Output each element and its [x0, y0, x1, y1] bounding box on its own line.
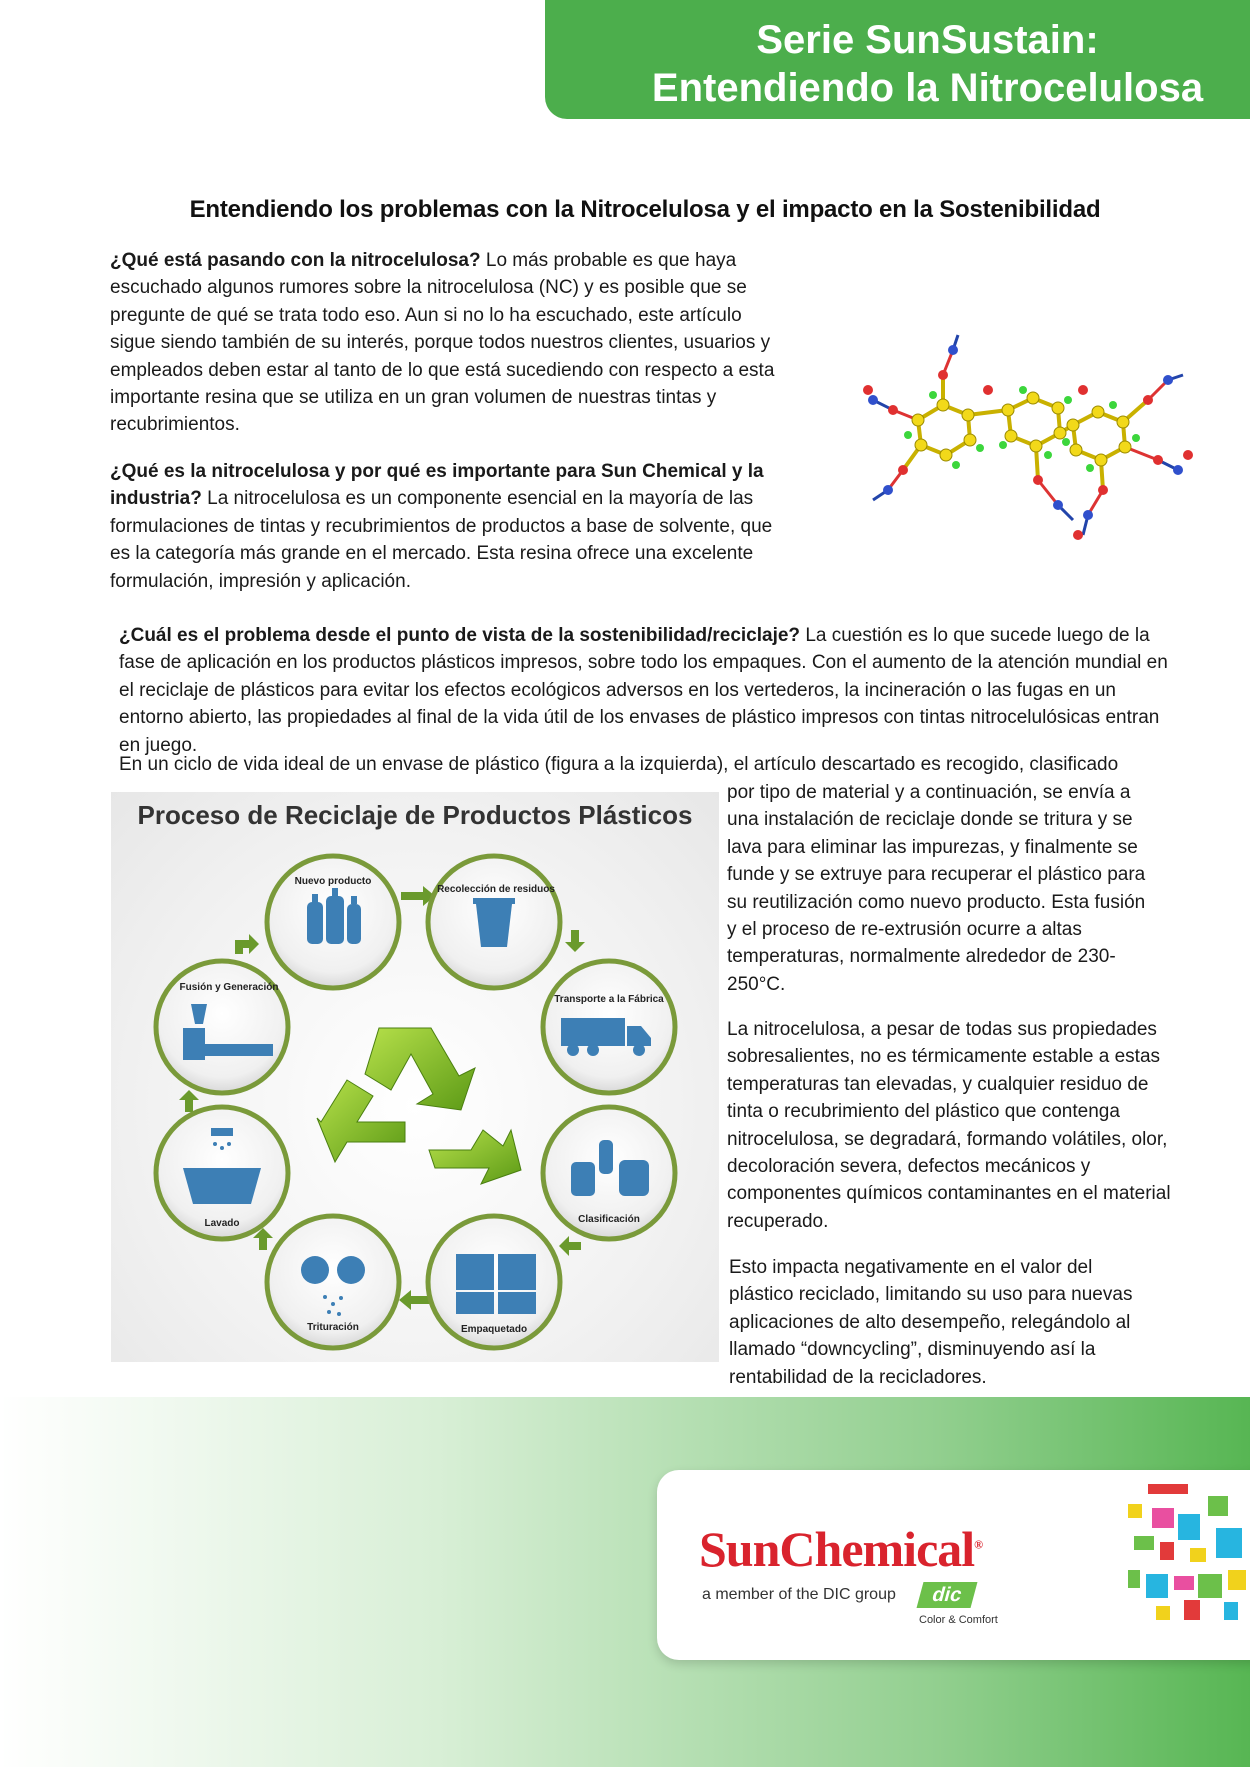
sun-chemical-wordmark — [699, 1520, 982, 1578]
series-title-line-2: Entendiendo la Nitrocelulosa — [651, 66, 1204, 110]
step-label-fusion: Fusión y Generación — [179, 982, 279, 993]
dic-slogan: Color & Comfort — [919, 1614, 998, 1626]
step-label-transporte: Transporte a la Fábrica — [554, 994, 664, 1005]
step-label-trituracion: Trituración — [307, 1322, 359, 1333]
dic-member-tagline: a member of the DIC group — [702, 1586, 896, 1603]
step-label-recoleccion: Recolección de residuos — [437, 884, 555, 895]
paragraph-body: La cuestión es lo que sucede luego de la fase de aplicación en los productos plásticos impresos, sobre todo los empaques. Con el aumento de la atención mundial en el reciclaje de plásticos para evitar los efectos ecológicos adversos en los vertederos, la incineración o las fugas en un entorno abierto, las propiedades al final de la vida útil de los envases de plástico impresos con tintas nitrocelulósicas entran en juego. — [119, 625, 1168, 756]
step-label-nuevo-producto: Nuevo producto — [294, 876, 372, 887]
question-heading: ¿Qué es la nitrocelulosa y por qué es importante para Sun Chemical y la industria? — [110, 461, 764, 510]
article-subtitle: Entendiendo los problemas con la Nitrocelulosa y el impacto en la Sostenibilidad — [189, 196, 1101, 223]
bottles-icon — [307, 888, 361, 944]
registered-mark: ® — [974, 1537, 983, 1552]
recycling-cycle-diagram — [111, 792, 719, 1362]
figure-title: Proceso de Reciclaje de Productos Plásticos — [137, 800, 693, 830]
paragraph-ciclo-de-vida-first-line: En un ciclo de vida ideal de un envase de plástico (figura a la izquierda), el artículo descartado es recogido, clasificado — [119, 754, 1119, 775]
nitrocellulose-molecule-illustration — [858, 330, 1198, 540]
recycle-symbol-icon — [317, 1028, 521, 1184]
recycling-process-figure — [111, 792, 719, 1362]
step-label-lavado: Lavado — [204, 1218, 240, 1229]
paragraph-ciclo-de-vida-continued: por tipo de material y a continuación, se envía a una instalación de reciclaje donde se tritura y se lava para eliminar las impurezas, y finalmente se funde y se extruye para recuperar el plástico para su reutilización como nuevo producto. Esta fusión y el proceso de re-extrusión ocurre a altas temperaturas, normalmente alrededor de 230-250°C. — [727, 782, 1146, 995]
step-label-clasificacion: Clasificación — [578, 1214, 640, 1225]
step-disc — [156, 961, 288, 1093]
question-heading: ¿Cuál es el problema desde el punto de vista de la sostenibilidad/reciclaje? — [119, 625, 801, 646]
paragraph-impacto-reciclado: Esto impacta negativamente en el valor del plástico reciclado, limitando su uso para nuevas aplicaciones de alto desempeño, relegándolo al llamado “downcycling”, disminuyendo así la rentabilidad de la recicladores. — [729, 1257, 1133, 1388]
question-heading: ¿Qué está pasando con la nitrocelulosa? — [110, 250, 481, 271]
dic-logo: dic — [917, 1582, 978, 1608]
paragraph-estabilidad-termica: La nitrocelulosa, a pesar de todas sus propiedades sobresalientes, no es térmicamente estable a estas temperaturas tan elevadas, y cualquier residuo de tinta o recubrimiento del plástico que contenga nitrocelulosa, se degradará, formando volátiles, olor, decoloración severa, defectos mecánicos y componentes químicos contaminantes en el material recuperado. — [727, 1019, 1171, 1232]
paragraph-que-es-nitrocelulosa — [110, 458, 790, 595]
brand-name: SunChemical — [699, 1521, 975, 1577]
paragraph-body: Lo más probable es que haya escuchado algunos rumores sobre la nitrocelulosa (NC) y es posible que se pregunte de qué se trata todo eso. Aun si no lo ha escuchado, este artículo sigue siendo también de su interés, porque todos nuestros clientes, usuarios y empleados deben estar al tanto de lo que está sucediendo con respecto a esta importante resina que se utiliza en un gran volumen de nuestras tintas y recubrimientos. — [110, 250, 775, 436]
color-mosaic-graphic — [1128, 1478, 1250, 1628]
paragraph-body: La nitrocelulosa es un componente esencial en la mayoría de las formulaciones de tintas y recubrimientos de productos a base de solvente, que es la categoría más grande en el mercado. Esta resina ofrece una excelente formulación, impresión y aplicación. — [110, 488, 773, 592]
series-banner — [545, 0, 1250, 119]
paragraph-que-esta-pasando — [110, 247, 790, 439]
step-label-empaquetado: Empaquetado — [460, 1324, 528, 1335]
series-title-line-1: Serie SunSustain: — [756, 18, 1099, 62]
paragraph-problema-sostenibilidad — [119, 622, 1179, 759]
